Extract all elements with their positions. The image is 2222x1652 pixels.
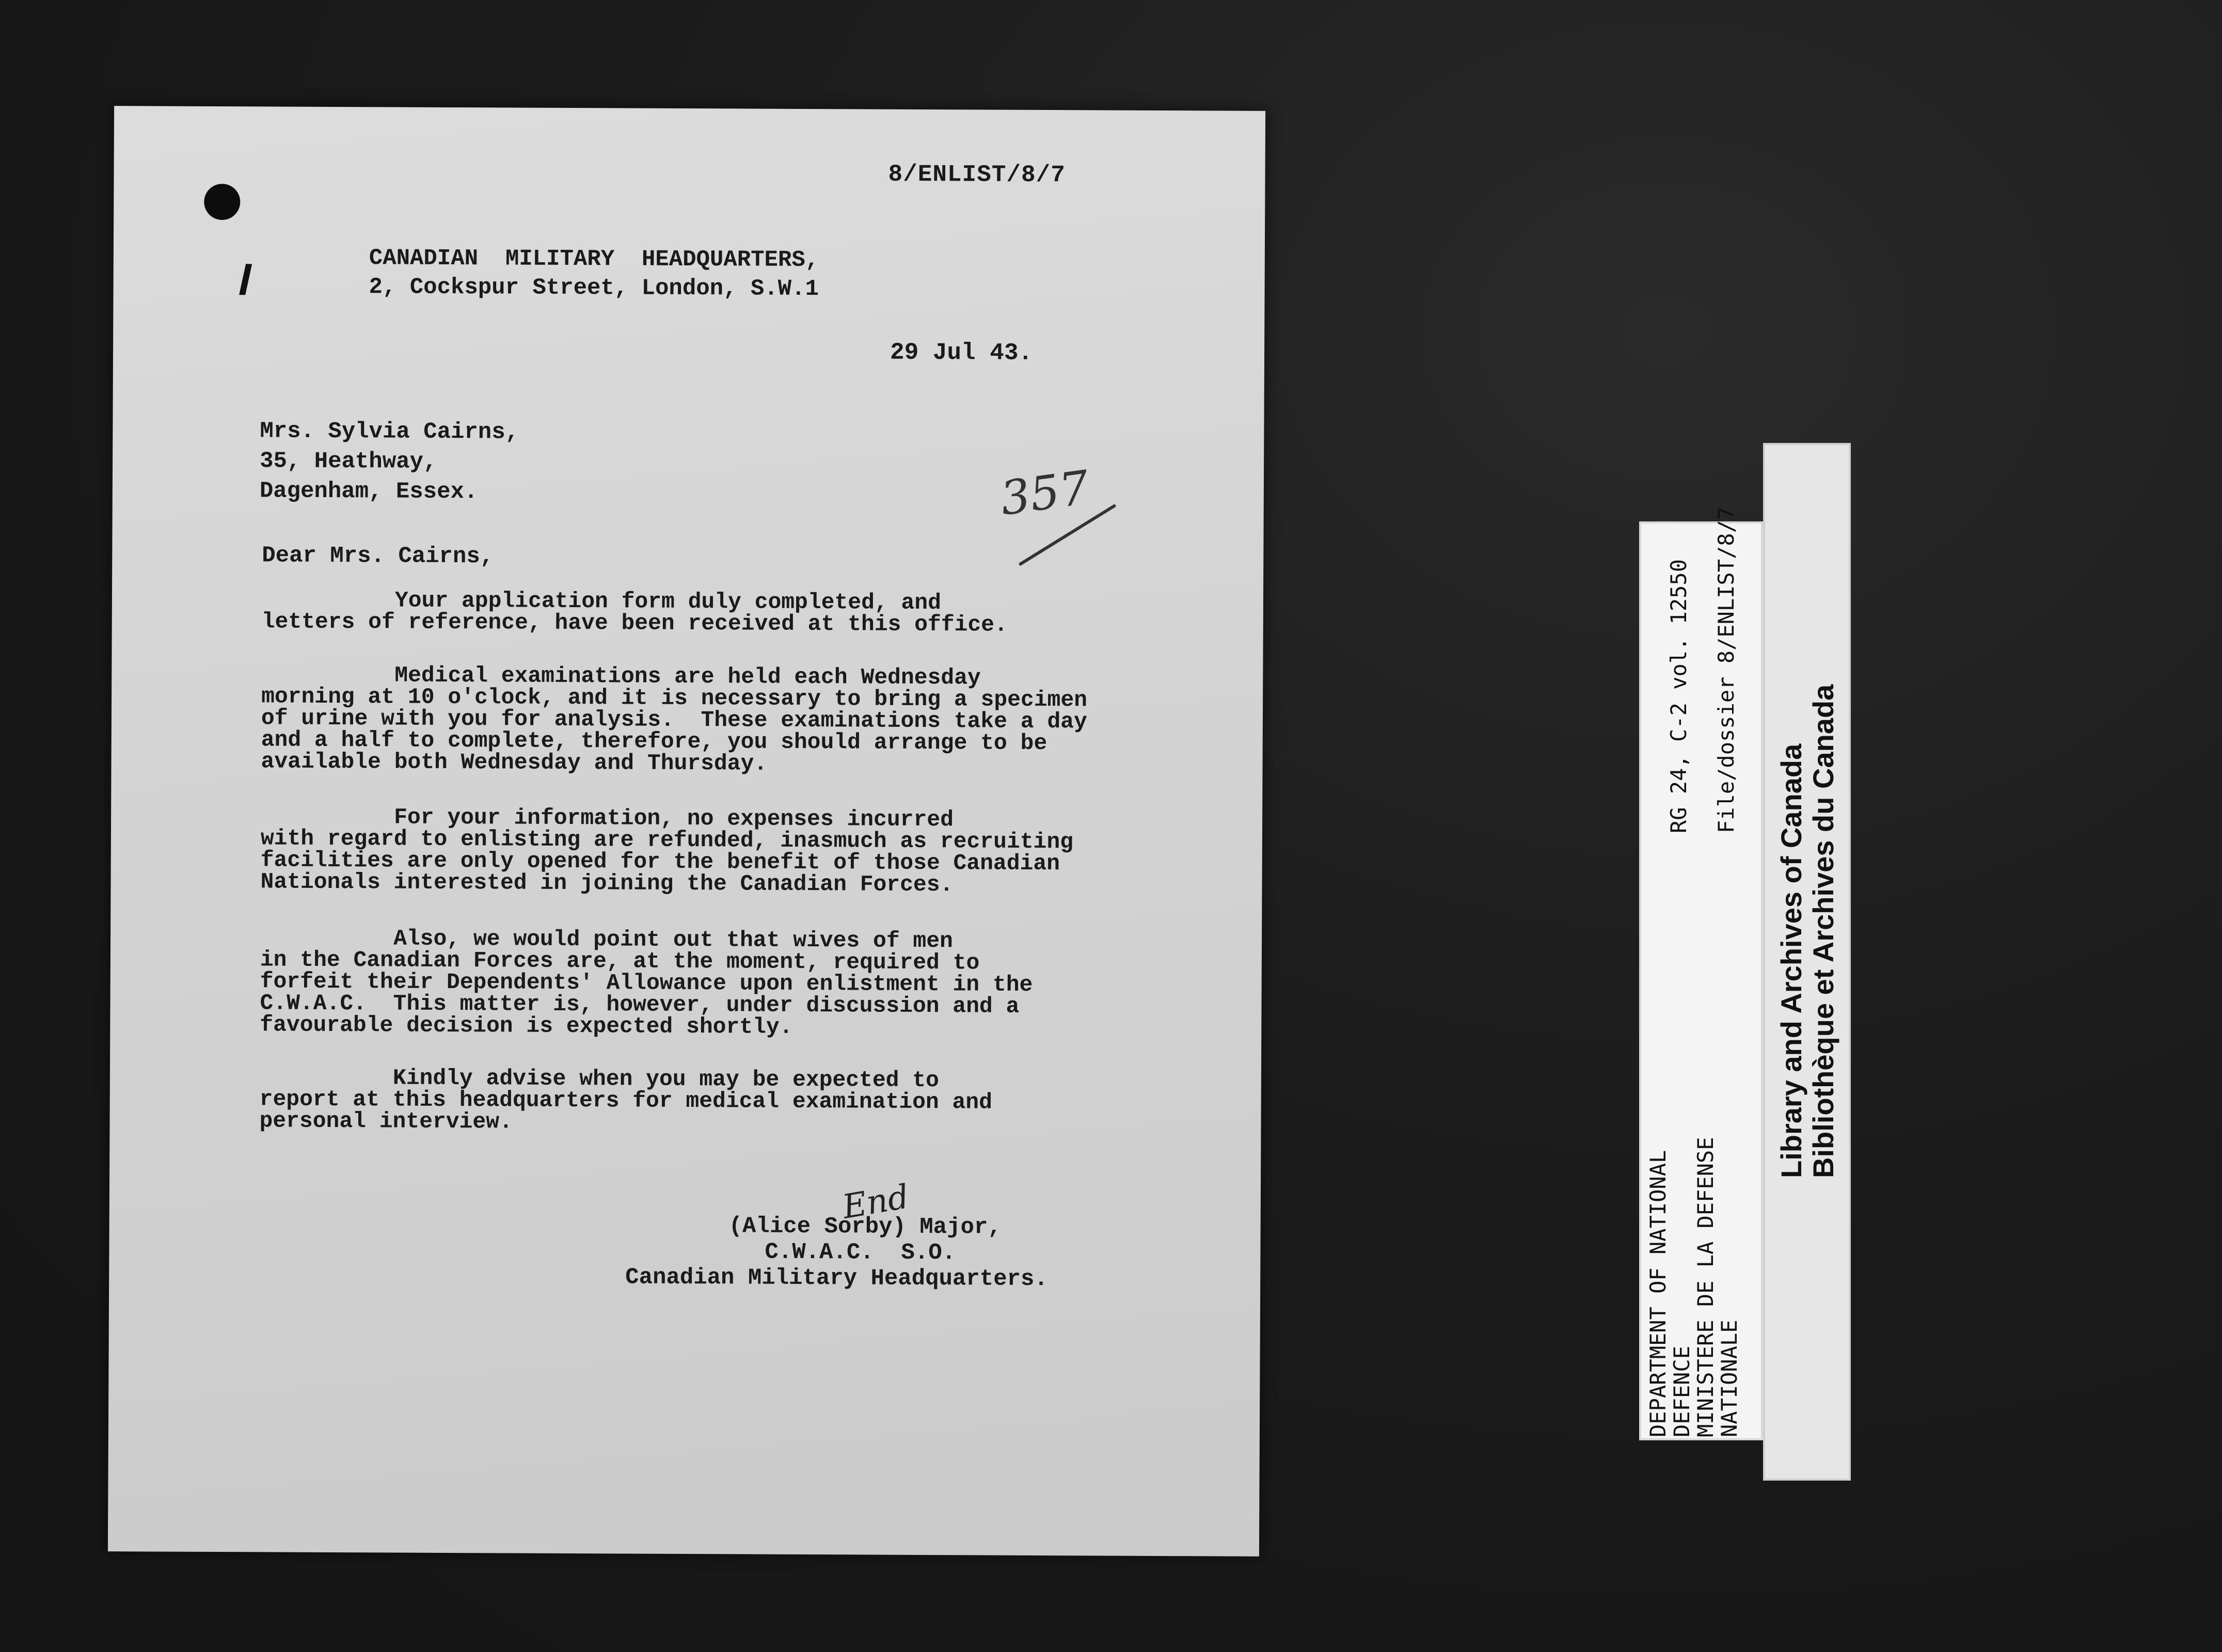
department-line: MINISTERE DE LA DEFENSE bbox=[1693, 1137, 1718, 1437]
signatory-name: (Alice Sorby) Major, bbox=[728, 1213, 1002, 1241]
signatory-title: C.W.A.C. S.O. bbox=[765, 1239, 956, 1266]
department-line: DEPARTMENT OF NATIONAL bbox=[1645, 1150, 1671, 1437]
paragraph-line: in the Canadian Forces are, at the moment, required to bbox=[260, 947, 980, 976]
letter-sheet bbox=[108, 106, 1265, 1556]
recipient-address bbox=[260, 416, 519, 507]
paragraph-line: with regard to enlisting are refunded, inasmuch as recruiting bbox=[260, 825, 1074, 855]
department-line: NATIONALE bbox=[1717, 1320, 1742, 1437]
paragraph-line: facilities are only opened for the benefit of those Canadian bbox=[260, 847, 1060, 877]
salutation: Dear Mrs. Cairns, bbox=[262, 543, 494, 570]
reference-block bbox=[1667, 507, 1738, 833]
paragraph-line: Also, we would point out that wives of men bbox=[260, 925, 954, 954]
paragraph-application bbox=[262, 589, 1181, 637]
paragraph-expenses bbox=[260, 806, 1180, 897]
paragraph-line: For your information, no expenses incurred bbox=[261, 804, 954, 833]
paragraph-line: letters of reference, have been received at this office. bbox=[261, 609, 1008, 638]
punch-hole bbox=[204, 184, 240, 220]
recipient-name: Mrs. Sylvia Cairns, bbox=[260, 418, 519, 446]
brand-english: Library and Archives of Canada bbox=[1775, 743, 1807, 1178]
paragraph-line: of urine with you for analysis. These examinations take a day bbox=[261, 705, 1087, 735]
paragraph-line: Kindly advise when you may be expected to bbox=[259, 1065, 940, 1093]
letterhead bbox=[369, 244, 819, 304]
letterhead-address: 2, Cockspur Street, London, S.W.1 bbox=[369, 274, 819, 303]
brand-french: Bibliothèque et Archives du Canada bbox=[1807, 684, 1839, 1178]
paragraph-line: Your application form duly completed, and bbox=[261, 587, 942, 616]
paragraph-line: and a half to complete, therefore, you should arrange to be bbox=[261, 727, 1047, 756]
paragraph-report bbox=[259, 1067, 1179, 1136]
archive-label bbox=[1639, 506, 1763, 1440]
paragraph-line: favourable decision is expected shortly. bbox=[260, 1012, 793, 1040]
paragraph-allowance bbox=[260, 927, 1179, 1040]
paragraph-line: Nationals interested in joining the Canadian Forces. bbox=[260, 869, 954, 898]
file-dossier: File/dossier 8/ENLIST/8/7 bbox=[1713, 506, 1739, 833]
signatory-organization: Canadian Military Headquarters. bbox=[625, 1264, 1048, 1293]
paragraph-line: available both Wednesday and Thursday. bbox=[261, 749, 768, 776]
department-block bbox=[1646, 1137, 1741, 1437]
handwritten-initials: End bbox=[839, 1178, 912, 1227]
paragraph-medical bbox=[261, 664, 1180, 776]
letter-date: 29 Jul 43. bbox=[890, 339, 1033, 367]
handwritten-number: 357 bbox=[997, 460, 1092, 527]
department-line: DEFENCE bbox=[1669, 1345, 1694, 1437]
letterhead-name: CANADIAN MILITARY HEADQUARTERS, bbox=[369, 245, 819, 274]
rg-reference: RG 24, C-2 vol. 12550 bbox=[1666, 559, 1691, 833]
signature-block bbox=[625, 1213, 1048, 1292]
paragraph-line: C.W.A.C. This matter is, however, under discussion and a bbox=[260, 990, 1020, 1019]
file-reference: 8/ENLIST/8/7 bbox=[888, 161, 1066, 189]
paragraph-line: morning at 10 o'clock, and it is necessary to bring a specimen bbox=[261, 684, 1088, 713]
tick-mark bbox=[239, 264, 267, 295]
archive-brand-label bbox=[1763, 443, 1851, 1481]
brand-block bbox=[1775, 685, 1839, 1178]
paragraph-line: Medical examinations are held each Wednesday bbox=[261, 662, 981, 691]
paragraph-line: forfeit their Dependents' Allowance upon enlistment in the bbox=[260, 968, 1033, 997]
paragraph-line: personal interview. bbox=[259, 1108, 513, 1135]
recipient-town: Dagenham, Essex. bbox=[259, 478, 478, 505]
recipient-street: 35, Heathway, bbox=[260, 448, 437, 475]
paragraph-line: report at this headquarters for medical examination and bbox=[259, 1086, 993, 1115]
